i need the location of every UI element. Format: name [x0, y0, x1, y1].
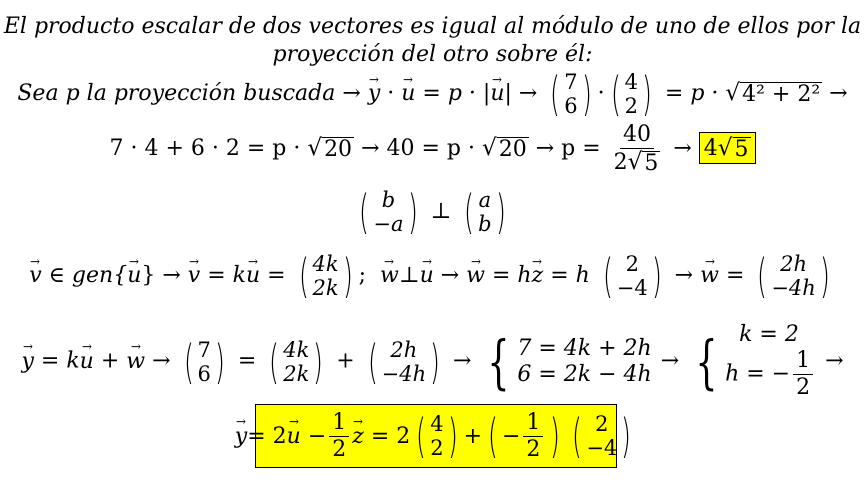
- vector-y: → y: [235, 424, 247, 449]
- sea-text: la proyección buscada: [86, 81, 336, 106]
- sqrt-20-b: √ 20: [481, 135, 527, 162]
- intro-line-2: proyección del otro sobre él:: [272, 42, 593, 67]
- eq-k: = k: [207, 263, 246, 288]
- vector-y: → y: [21, 349, 33, 374]
- final-result-box: [234, 404, 632, 468]
- equation-line-4: [0, 122, 865, 176]
- column-vector-a-b: ( a b ): [464, 185, 506, 239]
- column-vector-76: ( 7 6 ): [183, 334, 225, 389]
- column-vector-42: ( 4 2 ): [416, 409, 458, 463]
- arrow: →: [673, 136, 692, 161]
- part-3: → p =: [535, 136, 601, 161]
- column-vector-76: ( 7 6 ): [550, 67, 592, 121]
- vector-u-abs: → u: [490, 81, 504, 106]
- vector-w: → w: [126, 349, 145, 374]
- perp-symbol: ⊥: [430, 199, 452, 224]
- eq-p: = p · |: [422, 81, 491, 106]
- eq-2: = 2: [247, 423, 287, 449]
- vector-u: → u: [246, 263, 260, 288]
- vector-w: → w: [700, 263, 719, 288]
- equation-line-6: → v ∈ gen{→ u} → → v = k→ u = ( 4k 2k ) ; → w⊥→ u → → w = h→ z = h ( 2 −4 ) → → w = ( 2h −4h ): [0, 252, 865, 300]
- eq-k: = k: [40, 348, 80, 374]
- vector-w: → w: [380, 263, 399, 288]
- part-1: 7 · 4 + 6 · 2 = p ·: [109, 136, 301, 161]
- plus: +: [463, 423, 483, 449]
- sqrt-20-a: √ 20: [307, 135, 353, 162]
- equation-line-5: [0, 185, 865, 239]
- column-vector-b-neg-a: ( b −a ): [359, 185, 418, 239]
- neg-half-factor: ( − $\frac{1}{2}$ ): [488, 409, 561, 463]
- fraction-40: 40 2 √ 5: [613, 122, 659, 176]
- sqrt-expression: √ 4² + 2²: [725, 80, 821, 107]
- column-vector-2-neg4: ( 2 −4 ): [572, 409, 632, 463]
- system-1: { 7 = 4k + 2h 6 = 2k − 4h: [487, 327, 652, 396]
- eq-h2: = h: [550, 263, 590, 288]
- eq-2b: = 2: [370, 423, 411, 449]
- arrow: →: [342, 81, 361, 106]
- sea-word: Sea: [17, 81, 59, 106]
- vector-z: → z: [532, 263, 544, 288]
- minus: −: [307, 423, 327, 449]
- plus: +: [100, 348, 120, 374]
- column-vector-4k-2k: ( 4k 2k ): [298, 249, 353, 303]
- equation-line-3: Sea p la proyección buscada → → y · → u = p · |→ u| → ( 7 6 ) · ( 4 2 ) = p · √ 4² + 2² →: [0, 70, 865, 118]
- column-vector-42: ( 4 2 ): [610, 67, 652, 121]
- semicolon: ;: [358, 263, 367, 288]
- equation-line-7: → y = k→ u + → w → ( 7 6 ) = ( 4k 2k ) + ( 2h −4h ) → { 7 = 4k + 2h 6 = 2k − 4h → { k = 2 h = − $\frac{1}{2}$ →: [0, 322, 865, 401]
- vector-u: → u: [127, 263, 141, 288]
- vector-y: → y: [368, 81, 380, 106]
- column-vector-2h-neg4h: ( 2h −4h ): [757, 249, 830, 303]
- column-vector-4k-2k: ( 4k 2k ): [269, 334, 324, 389]
- column-vector-2-neg4: ( 2 −4 ): [602, 249, 662, 303]
- in-gen: ∈ gen{: [48, 263, 128, 288]
- arrow: →: [518, 81, 538, 106]
- part-2: → 40 = p ·: [361, 136, 475, 161]
- vector-v: → v: [188, 263, 200, 288]
- column-vector-2h-neg4h: ( 2h −4h ): [367, 334, 441, 389]
- arrow: →: [829, 81, 848, 106]
- eq-p-dot: = p ·: [664, 81, 719, 106]
- eq-h: = h: [492, 263, 532, 288]
- vector-u: → u: [420, 263, 434, 288]
- vector-w: → w: [466, 263, 485, 288]
- p-var: p: [65, 81, 80, 106]
- vector-u: → u: [287, 424, 301, 449]
- abs-close: |: [504, 81, 512, 106]
- vector-u: → u: [80, 349, 94, 374]
- fraction-half: $\frac{1}{2}$: [329, 410, 349, 463]
- perp-symbol: ⊥: [398, 263, 420, 288]
- vector-u: → u: [401, 81, 415, 106]
- system-2: { k = 2 h = − $\frac{1}{2}$: [688, 322, 816, 401]
- vector-v: → v: [29, 263, 41, 288]
- vector-z: → z: [352, 424, 364, 449]
- brace-close: }: [141, 263, 156, 288]
- result-box: 4 √ 5: [699, 132, 756, 164]
- intro-line-1: El producto escalar de dos vectores es igual al módulo de uno de ellos por la: [3, 14, 862, 39]
